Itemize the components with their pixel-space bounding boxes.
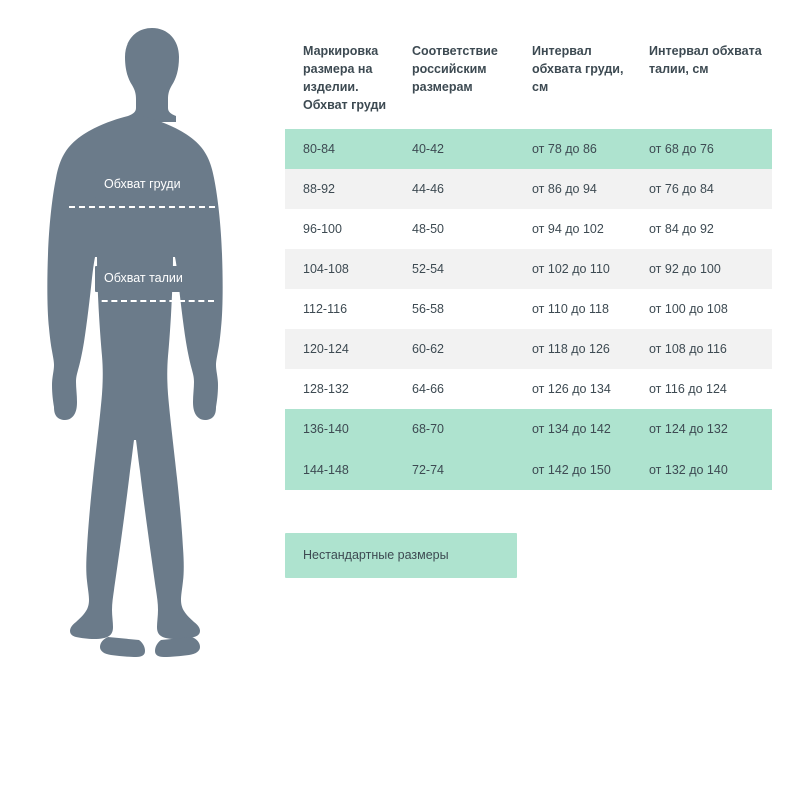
chest-measure-label: Обхват груди [95,172,190,198]
cell-marking: 144-148 [303,462,349,477]
cell-waist-range: от 132 до 140 [649,462,728,477]
cell-russian-size: 64-66 [412,382,444,397]
cell-russian-size: 72-74 [412,462,444,477]
cell-marking: 128-132 [303,382,349,397]
table-row [285,129,772,169]
cell-chest-range: от 102 до 110 [532,261,610,276]
cell-marking: 112-116 [303,302,348,316]
cell-marking: 80-84 [303,141,335,156]
cell-chest-range: от 86 до 94 [532,181,597,196]
body-figure [20,20,280,670]
waist-measure-line [92,300,214,302]
table-header-row [285,30,772,129]
cell-waist-range: от 92 до 100 [649,261,721,276]
waist-measure-label: Обхват талии [95,266,192,292]
chest-measure-line [69,206,235,208]
column-header-russian-size: Соответствие российским размерам [412,44,498,95]
cell-waist-range: от 68 до 76 [649,141,714,156]
table-row [285,209,772,249]
male-body-silhouette [20,20,280,670]
cell-waist-range: от 84 до 92 [649,221,714,236]
size-table-container [285,30,772,490]
cell-marking: 136-140 [303,422,349,437]
cell-russian-size: 68-70 [412,422,444,437]
table-row [285,289,772,329]
cell-chest-range: от 110 до 118 [532,302,609,316]
cell-chest-range: от 78 до 86 [532,141,597,156]
cell-waist-range: от 108 до 116 [649,342,727,357]
cell-chest-range: от 126 до 134 [532,382,611,397]
table-body [285,129,772,490]
cell-chest-range: от 94 до 102 [532,221,604,236]
table-row [285,409,772,449]
cell-marking: 88-92 [303,181,335,196]
table-row [285,169,772,209]
table-row [285,450,772,490]
cell-marking: 120-124 [303,342,349,357]
cell-russian-size: 44-46 [412,181,444,196]
cell-waist-range: от 124 до 132 [649,422,728,437]
cell-waist-range: от 76 до 84 [649,181,714,196]
column-header-marking: Маркировка размера на изделии. Обхват груди [303,44,387,113]
table-row [285,249,772,289]
size-table [285,30,772,490]
cell-russian-size: 56-58 [412,302,444,316]
cell-waist-range: от 116 до 124 [649,382,727,397]
nonstandard-sizes-button[interactable]: Нестандартные размеры [285,533,517,578]
column-header-waist-range: Интервал обхвата талии, см [649,44,762,77]
cell-russian-size: 48-50 [412,221,444,236]
column-header-chest-range: Интервал обхвата груди, см [532,44,624,95]
cell-chest-range: от 134 до 142 [532,422,611,437]
table-row [285,369,772,409]
cell-chest-range: от 118 до 126 [532,342,610,357]
cell-russian-size: 52-54 [412,261,444,276]
cell-chest-range: от 142 до 150 [532,462,611,477]
cell-marking: 96-100 [303,221,342,236]
table-row [285,329,772,369]
cell-russian-size: 60-62 [412,342,444,357]
cell-waist-range: от 100 до 108 [649,302,728,316]
cell-russian-size: 40-42 [412,141,444,156]
cell-marking: 104-108 [303,261,349,276]
